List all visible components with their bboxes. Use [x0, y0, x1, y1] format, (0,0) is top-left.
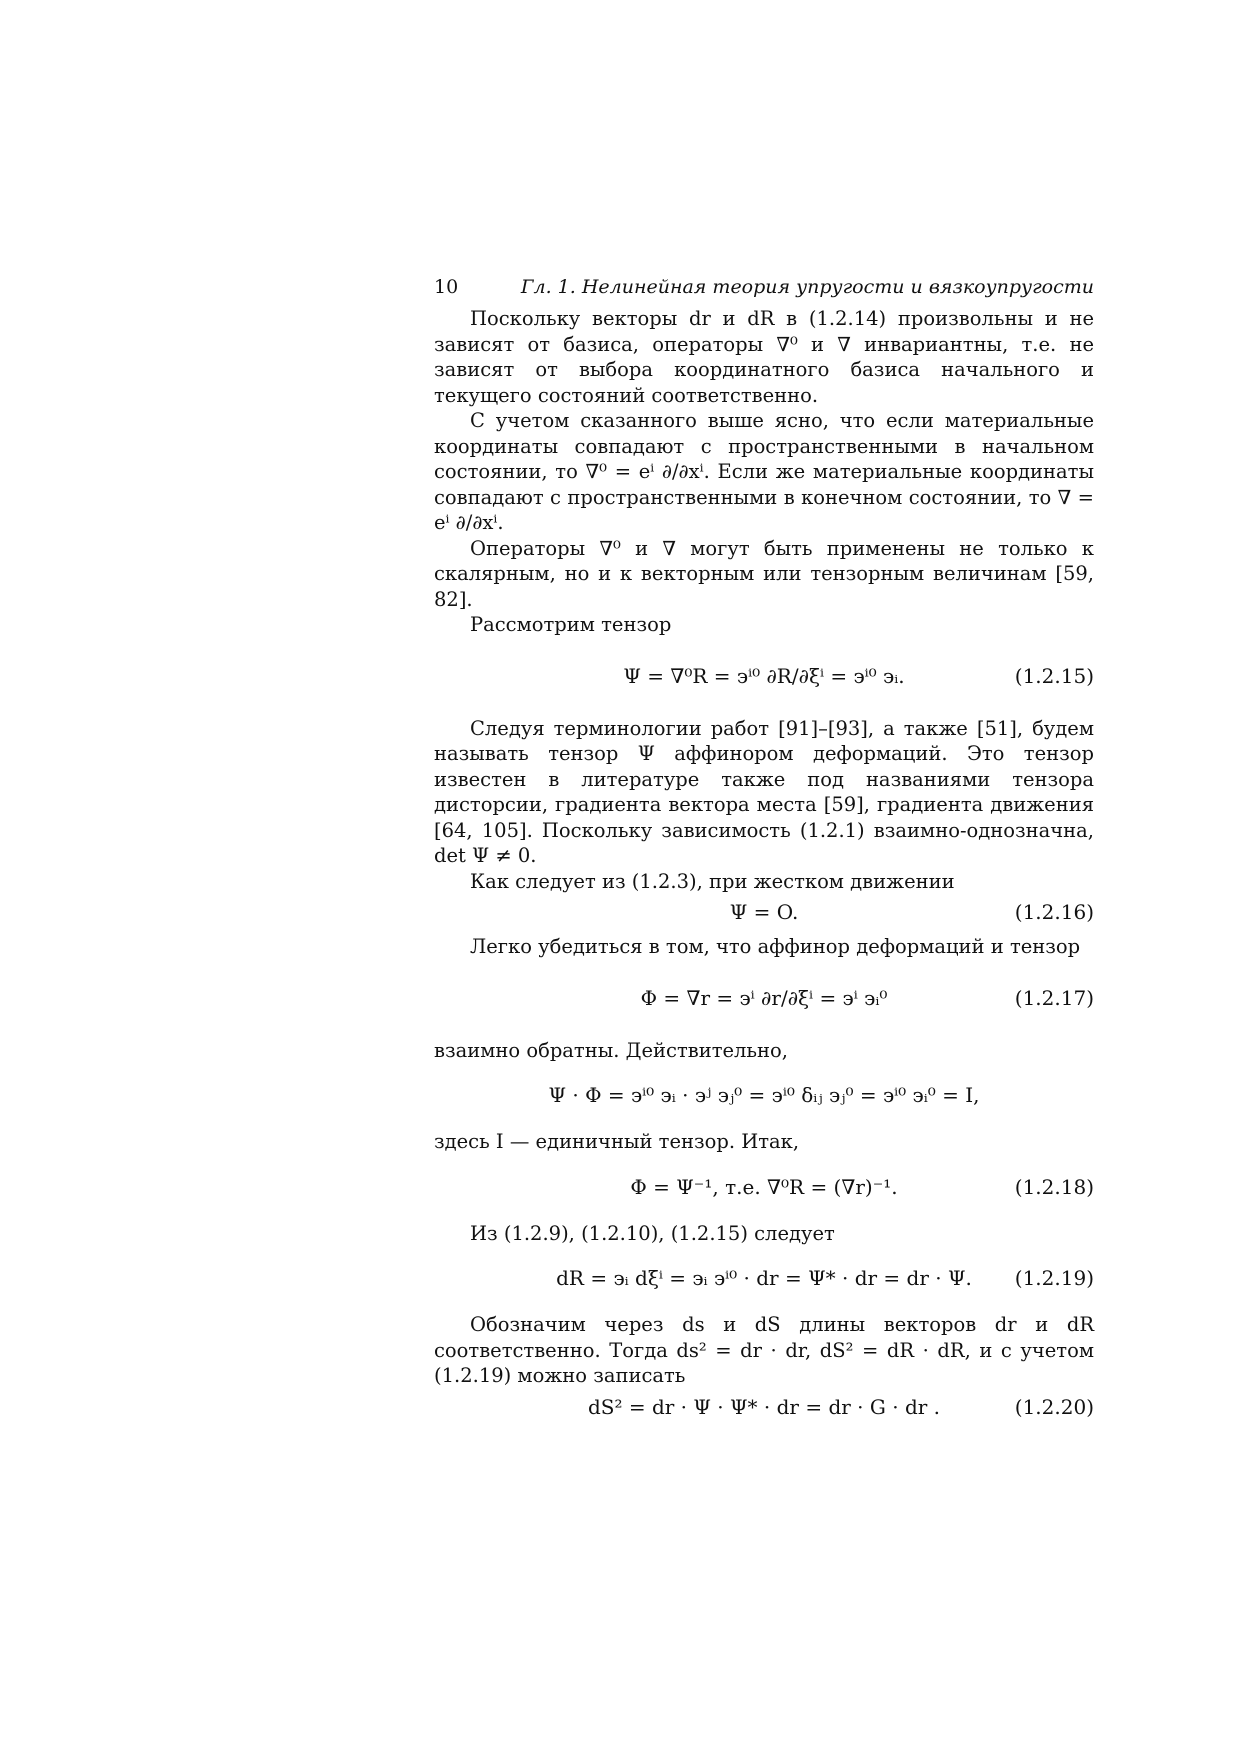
equation-1-2-18 — [434, 1165, 1094, 1209]
paragraph: Рассмотрим тензор — [470, 613, 672, 636]
equation-number: (1.2.18) — [1014, 1174, 1094, 1199]
paragraph: взаимно обратны. Действительно, — [434, 1038, 788, 1062]
paragraph: здесь I — единичный тензор. Итак, — [434, 1130, 800, 1153]
equation-number: (1.2.16) — [1014, 900, 1094, 924]
page-number: 10 — [434, 276, 459, 298]
equation-formula: dR = эᵢ dξⁱ = эᵢ эⁱ⁰ · dr = Ψ* · dr = dr · Ψ. — [556, 1266, 972, 1290]
paragraph: Из (1.2.9), (1.2.10), (1.2.15) следует — [470, 1221, 835, 1245]
equation-unnumbered — [434, 1073, 1094, 1117]
paragraph: Как следует из (1.2.3), при жестком движении — [470, 869, 955, 893]
equation-formula: dS² = dr · Ψ · Ψ* · dr = dr · G · dr . — [587, 1394, 941, 1419]
equation-formula: Ψ · Φ = эⁱ⁰ эᵢ · эʲ эⱼ⁰ = эⁱ⁰ δᵢⱼ эⱼ⁰ = эⁱ⁰ эᵢ⁰ = I, — [548, 1083, 980, 1107]
equation-formula: Ψ = ∇⁰R = эⁱ⁰ ∂R/∂ξⁱ = эⁱ⁰ эᵢ. — [623, 663, 905, 688]
equation-1-2-17 — [434, 970, 1094, 1026]
equation-1-2-19 — [434, 1256, 1094, 1300]
paragraph: Легко убедиться в том, что аффинор деформаций и тензор — [470, 935, 1081, 958]
page-body — [434, 276, 1094, 1429]
paragraph: Поскольку векторы dr и dR в (1.2.14) произвольны и не зависят от базиса, операторы ∇⁰ и ∇ инвариантны, т.е. не зависят от выбора координатного базиса начального и текущего состояний соответственно. — [434, 307, 1094, 407]
running-header — [434, 276, 1094, 306]
equation-1-2-16 — [434, 898, 1094, 928]
equation-number: (1.2.17) — [1014, 985, 1094, 1010]
paragraph: С учетом сказанного выше ясно, что если материальные координаты совпадают с пространственными в начальном состоянии, то ∇⁰ = eⁱ ∂/∂xⁱ. Если же материальные координаты совпадают с пространственными в конечном состоянии, то ∇ = eⁱ ∂/∂xⁱ. — [434, 409, 1094, 534]
paragraph: Операторы ∇⁰ и ∇ могут быть применены не только к скалярным, но и к векторным или тензорным величинам [59, 82]. — [434, 536, 1094, 611]
equation-1-2-20 — [434, 1393, 1094, 1423]
equation-formula: Φ = Ψ⁻¹, т.е. ∇⁰R = (∇r)⁻¹. — [630, 1174, 898, 1199]
equation-number: (1.2.19) — [1014, 1266, 1094, 1290]
paragraph: Обозначим через ds и dS длины векторов dr и dR соответственно. Тогда ds² = dr · dr, dS² = dR · dR, и с учетом (1.2.19) можно записать — [434, 1313, 1094, 1387]
equation-1-2-15 — [434, 648, 1094, 704]
running-title: Гл. 1. Нелинейная теория упругости и вязкоупругости — [520, 276, 1094, 298]
equation-number: (1.2.15) — [1014, 663, 1094, 688]
equation-formula: Ψ = O. — [729, 900, 799, 924]
paragraph: Следуя терминологии работ [91]–[93], а также [51], будем называть тензор Ψ аффинором деформаций. Это тензор известен в литературе также под названиями тензора дисторсии, градиента вектора места [59], градиента движения [64, 105]. Поскольку зависимость (1.2.1) взаимно-однозначна, det Ψ ≠ 0. — [434, 716, 1094, 867]
equation-formula: Φ = ∇r = эⁱ ∂r/∂ξⁱ = эⁱ эᵢ⁰ — [640, 985, 888, 1010]
equation-number: (1.2.20) — [1014, 1394, 1094, 1419]
